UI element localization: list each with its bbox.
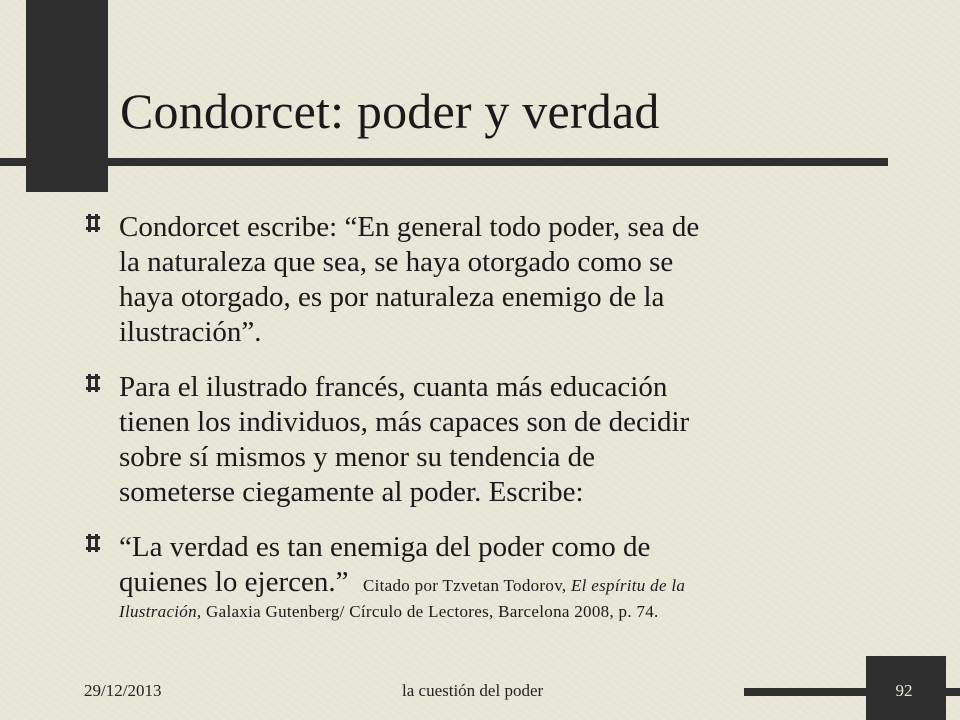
bullet-item-3 <box>84 530 874 622</box>
bullet-3-line-1: “La verdad es tan enemiga del poder como de <box>119 531 651 563</box>
footer-title: la cuestión del poder <box>402 681 544 700</box>
citation-book-title: El espíritu de la <box>571 576 686 595</box>
decorative-horizontal-bar-top <box>0 158 888 166</box>
citation-book-title-cont: Ilustración, <box>119 602 202 621</box>
bullet-item-2 <box>84 370 874 510</box>
bullet-2-line-2: tienen los individuos, más capaces son de decidir <box>119 406 690 438</box>
bullet-3-line-2 <box>119 565 874 600</box>
bullet-1-line-4: ilustración”. <box>119 316 262 348</box>
slide-body <box>84 210 874 642</box>
quote-end: quienes lo ejercen.” <box>119 566 349 598</box>
z-bullet-icon <box>84 214 102 232</box>
bullet-item-1 <box>84 210 874 350</box>
bullet-2-line-1: Para el ilustrado francés, cuanta más educación <box>119 371 668 403</box>
bullet-2-line-4: someterse ciegamente al poder. Escribe: <box>119 476 584 508</box>
citation-rest: Galaxia Gutenberg/ Círculo de Lectores, Barcelona 2008, p. 74. <box>201 602 659 621</box>
bullet-1-line-3: haya otorgado, es por naturaleza enemigo de la <box>119 281 665 313</box>
bullet-1-line-2: la naturaleza que sea, se haya otorgado como se <box>119 246 674 278</box>
slide-title: Condorcet: poder y verdad <box>120 83 660 139</box>
footer-date: 29/12/2013 <box>84 681 162 700</box>
z-bullet-icon <box>84 534 102 552</box>
page-number: 92 <box>895 681 913 700</box>
citation-prefix: Citado por Tzvetan Todorov, <box>362 576 571 595</box>
z-bullet-icon <box>84 374 102 392</box>
bullet-1-line-1: Condorcet escribe: “En general todo poder, sea de <box>119 211 700 243</box>
citation-line-2 <box>119 602 874 622</box>
bullet-2-line-3: sobre sí mismos y menor su tendencia de <box>119 441 595 473</box>
